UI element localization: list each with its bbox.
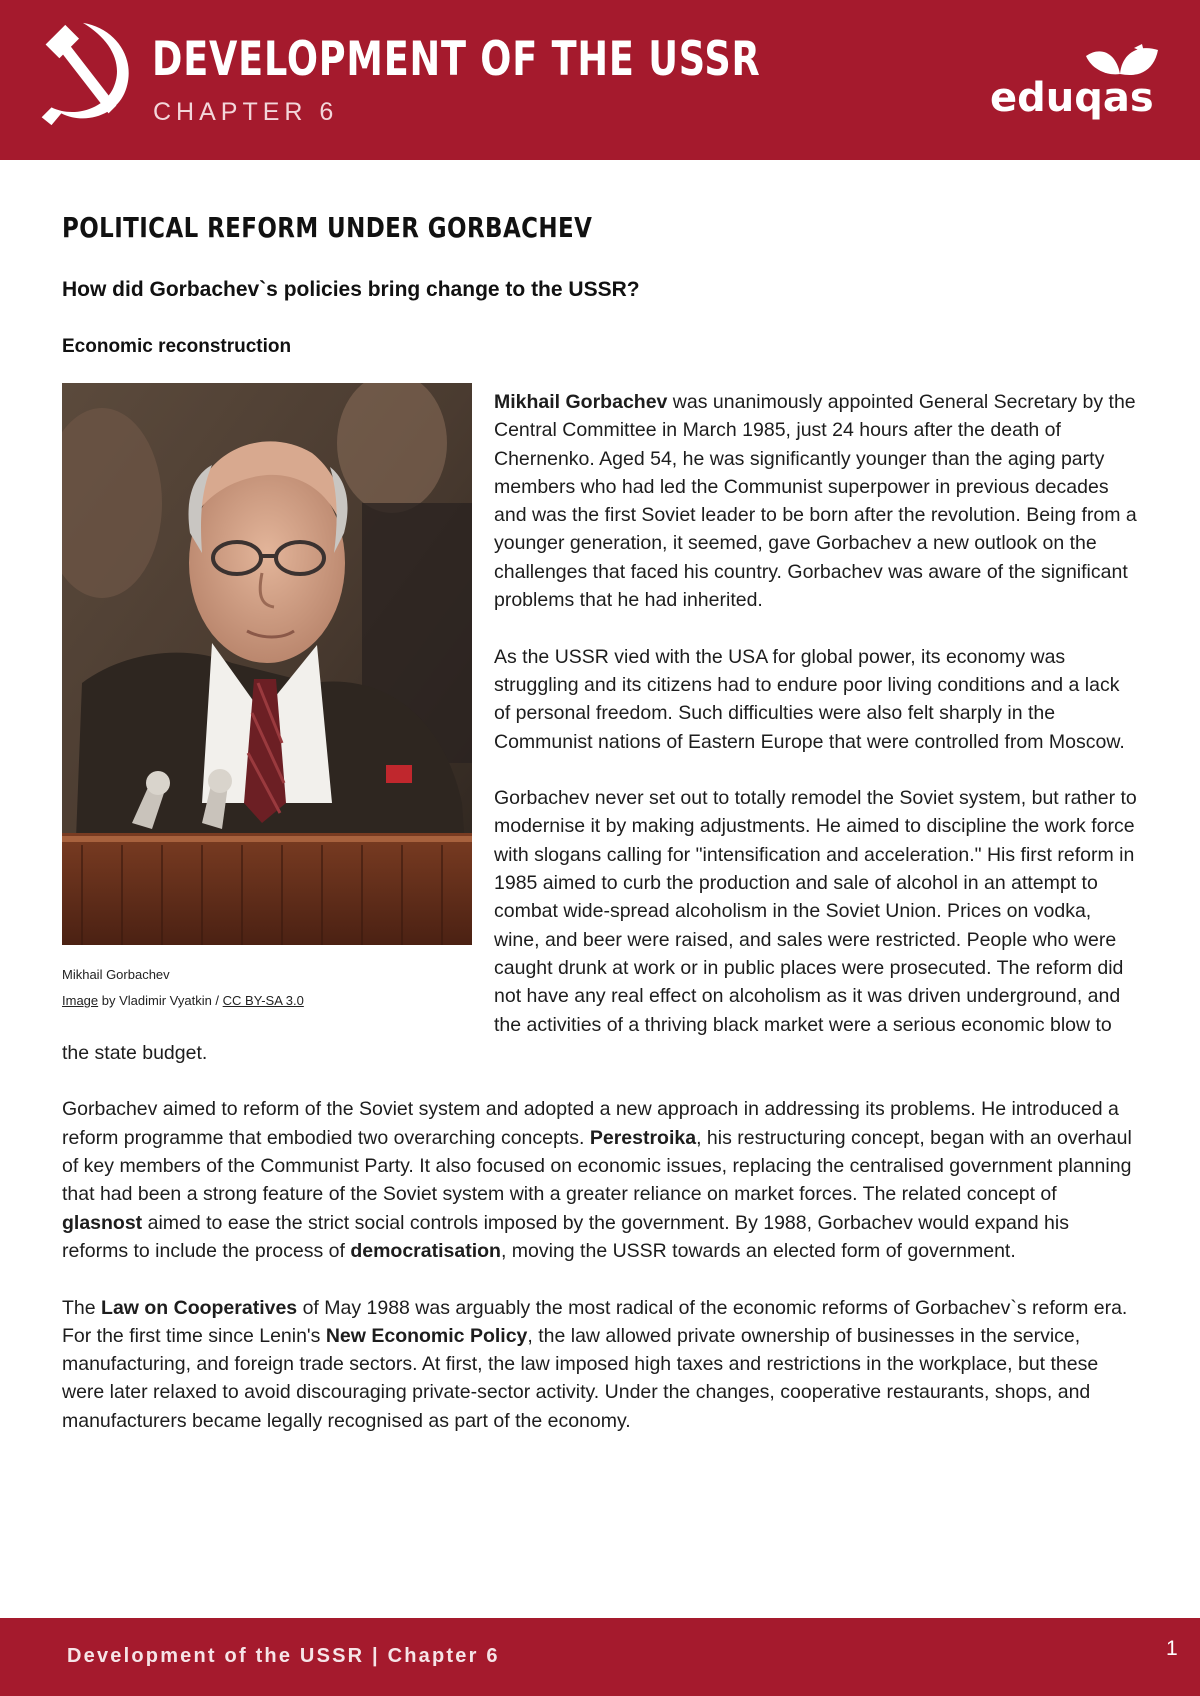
header-banner (0, 0, 1200, 160)
document-title: DEVELOPMENT OF THE USSR (152, 32, 761, 87)
article-body (62, 388, 1140, 1463)
sub-heading: Economic reconstruction (62, 336, 292, 357)
term-perestroika: Perestroika (589, 1126, 697, 1149)
image-float-spacer (62, 388, 494, 1014)
caption-text: Mikhail Gorbachev (62, 967, 170, 982)
paragraph-text: As the USSR vied with the USA for global power, its economy was struggling and its citizens had to endure poor living conditions and a lack of personal freedom. Such difficulties were also felt sharply in the Communist nations of Eastern Europe that were controlled from Moscow. (494, 645, 1125, 753)
paragraph-cooperatives (62, 1294, 1140, 1435)
key-question: How did Gorbachev`s policies bring change to the USSR? (62, 278, 640, 301)
paragraph-text: Gorbachev aimed to reform of the Soviet system and adopted a new approach in addressing its problems. He introduced a reform programme that embodied two overarching concepts. (62, 1098, 1119, 1149)
chapter-label: CHAPTER 6 (153, 98, 339, 126)
paragraph-text: , moving the USSR towards an elected form of government. (500, 1239, 1016, 1262)
page-number: 1 (1166, 1637, 1178, 1660)
eduqas-logo: eduqas (990, 75, 1154, 121)
term-mikhail-gorbachev: Mikhail Gorbachev (494, 391, 668, 413)
term-law-on-cooperatives: Law on Cooperatives (101, 1296, 298, 1319)
term-new-economic-policy: New Economic Policy (325, 1324, 528, 1347)
image-source-link[interactable]: Image (62, 993, 99, 1008)
paragraph-text: Gorbachev never set out to totally remodel the Soviet system, but rather to modernise it by making adjustments. He aimed to discipline the work force with slogans calling for "intensification and acceleration." His first reform in 1985 aimed to curb the production and sale of alcohol in an attempt to combat wide-spread alcoholism in the Soviet Union. Prices on vodka, wine, and beer were raised, and sales were restricted. People who were caught drunk at work or in public places were prosecuted. The reform did not have any real effect on alcoholism as it was driven underground, and the activities of a thriving black market were a serious economic blow to the state budget. (62, 787, 1137, 1064)
paragraph-text: The (62, 1296, 102, 1319)
paragraph-text: , the law allowed private ownership of businesses in the service, manufacturing, and foreign trade sectors. At first, the law imposed high taxes and restrictions in the workplace, but these were later relaxed to avoid discouraging private-sector activity. Under the changes, cooperative restaurants, shops, and manufacturers became legally recognised as part of the economy. (62, 1324, 1099, 1432)
paragraph-text: was unanimously appointed General Secretary by the Central Committee in March 1985, just 24 hours after the death of Chernenko. Aged 54, he was significantly younger than the aging party members who had led the Communist superpower in previous decades and was the first Soviet leader to be born after the revolution. Being from a younger generation, it seemed, gave Gorbachev a new outlook on the challenges that faced his country. Gorbachev was aware of the significant problems that he had inherited. (494, 391, 1137, 612)
credit-author: by Vladimir Vyatkin / (98, 993, 223, 1008)
section-title: POLITICAL REFORM UNDER GORBACHEV (62, 211, 593, 244)
term-democratisation: democratisation (350, 1239, 501, 1262)
paragraph-text: , his restructuring concept, began with an overhaul of key members of the Communist Party. It also focused on economic issues, replacing the centralised government planning that had been a strong feature of the Soviet system with a greater reliance on market forces. The related concept of (62, 1126, 1132, 1206)
paragraph-text: aimed to ease the strict social controls imposed by the government. By 1988, Gorbachev would expand his reforms to include the process of (62, 1211, 1069, 1262)
hammer-and-sickle-icon (22, 14, 140, 134)
footer-banner (0, 1618, 1200, 1696)
footer-title: Development of the USSR | Chapter 6 (67, 1645, 500, 1667)
paragraph-perestroika (62, 1095, 1140, 1265)
paragraph-text: of May 1988 was arguably the most radical of the economic reforms of Gorbachev`s reform era. For the first time since Lenin's (62, 1296, 1128, 1347)
license-link[interactable]: CC BY-SA 3.0 (222, 993, 304, 1008)
term-glasnost: glasnost (62, 1211, 143, 1234)
